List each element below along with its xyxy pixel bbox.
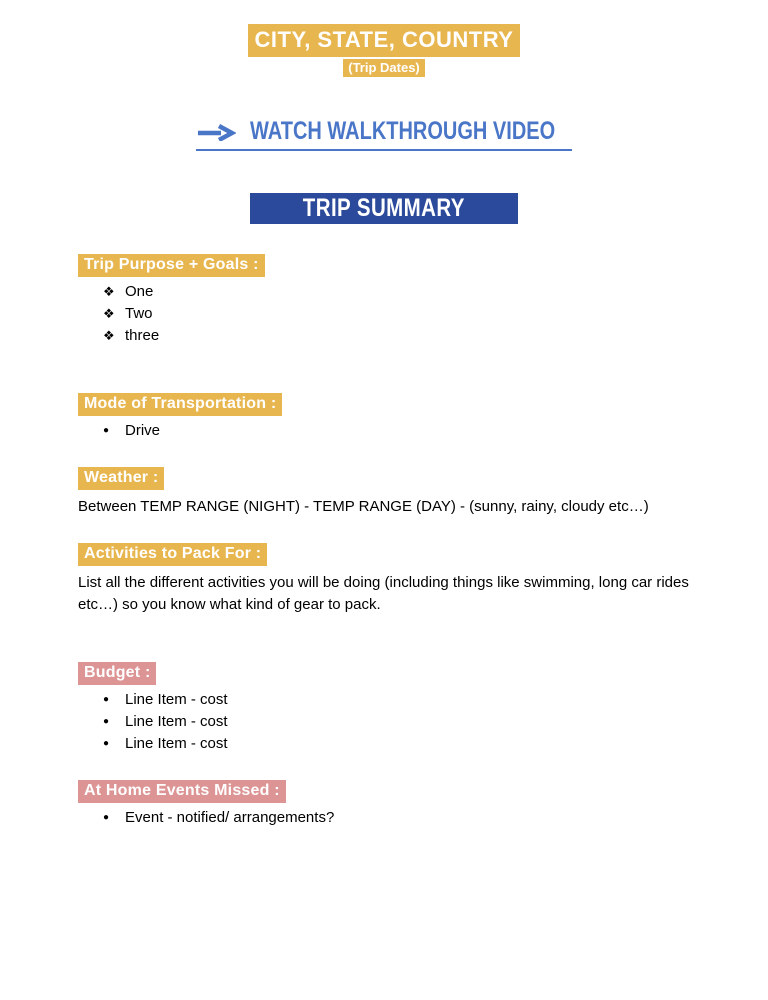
diamond-bullet-icon: ❖ bbox=[103, 284, 115, 299]
section-heading: Activities to Pack For : bbox=[78, 543, 267, 566]
list-item bbox=[78, 689, 698, 711]
trip-summary-banner bbox=[250, 193, 518, 224]
section-home-events bbox=[78, 780, 698, 829]
list-item-text: Event - notified/ arrangements? bbox=[125, 809, 335, 826]
walkthrough-link-label: WATCH WALKTHROUGH VIDEO bbox=[250, 117, 556, 145]
banner-row bbox=[0, 193, 768, 224]
disc-bullet-icon: ● bbox=[103, 812, 110, 823]
disc-bullet-icon: ● bbox=[103, 716, 110, 727]
goal-list bbox=[78, 281, 698, 347]
section-heading: Weather : bbox=[78, 467, 164, 490]
walkthrough-row bbox=[0, 117, 768, 151]
section-transportation bbox=[78, 393, 698, 442]
header bbox=[0, 24, 768, 77]
trip-summary-label: TRIP SUMMARY bbox=[302, 194, 466, 222]
walkthrough-video-link[interactable] bbox=[196, 117, 572, 151]
list-item-text: Line Item - cost bbox=[125, 713, 228, 730]
diamond-bullet-icon: ❖ bbox=[103, 328, 115, 343]
section-heading: Budget : bbox=[78, 662, 156, 685]
trip-dates: (Trip Dates) bbox=[343, 59, 425, 77]
weather-text: Between TEMP RANGE (NIGHT) - TEMP RANGE (DAY) - (sunny, rainy, cloudy etc…) bbox=[78, 498, 649, 515]
document-body bbox=[0, 254, 768, 829]
section-activities bbox=[78, 543, 698, 616]
events-list bbox=[78, 807, 698, 829]
section-heading: Trip Purpose + Goals : bbox=[78, 254, 265, 277]
section-weather bbox=[78, 467, 698, 518]
transport-list bbox=[78, 420, 698, 442]
section-heading: Mode of Transportation : bbox=[78, 393, 282, 416]
list-item bbox=[78, 325, 698, 347]
long-right-arrow-icon bbox=[196, 128, 240, 145]
diamond-bullet-icon: ❖ bbox=[103, 306, 115, 321]
section-trip-purpose bbox=[78, 254, 698, 347]
list-item-text: One bbox=[125, 283, 154, 300]
page-title: CITY, STATE, COUNTRY bbox=[248, 24, 521, 57]
list-item-text: Drive bbox=[125, 422, 161, 439]
list-item bbox=[78, 420, 698, 442]
list-item bbox=[78, 281, 698, 303]
disc-bullet-icon: ● bbox=[103, 694, 110, 705]
list-item-text: Line Item - cost bbox=[125, 691, 228, 708]
list-item-text: Two bbox=[125, 305, 153, 322]
disc-bullet-icon: ● bbox=[103, 425, 110, 436]
section-budget bbox=[78, 662, 698, 755]
list-item bbox=[78, 303, 698, 325]
list-item-text: Line Item - cost bbox=[125, 735, 228, 752]
budget-list bbox=[78, 689, 698, 755]
list-item bbox=[78, 807, 698, 829]
list-item bbox=[78, 711, 698, 733]
activities-text: List all the different activities you will be doing (including things like swimming, long car rides etc…) so you know what kind of gear to pack. bbox=[78, 574, 689, 613]
disc-bullet-icon: ● bbox=[103, 738, 110, 749]
list-item bbox=[78, 733, 698, 755]
section-heading: At Home Events Missed : bbox=[78, 780, 286, 803]
list-item-text: three bbox=[125, 327, 160, 344]
